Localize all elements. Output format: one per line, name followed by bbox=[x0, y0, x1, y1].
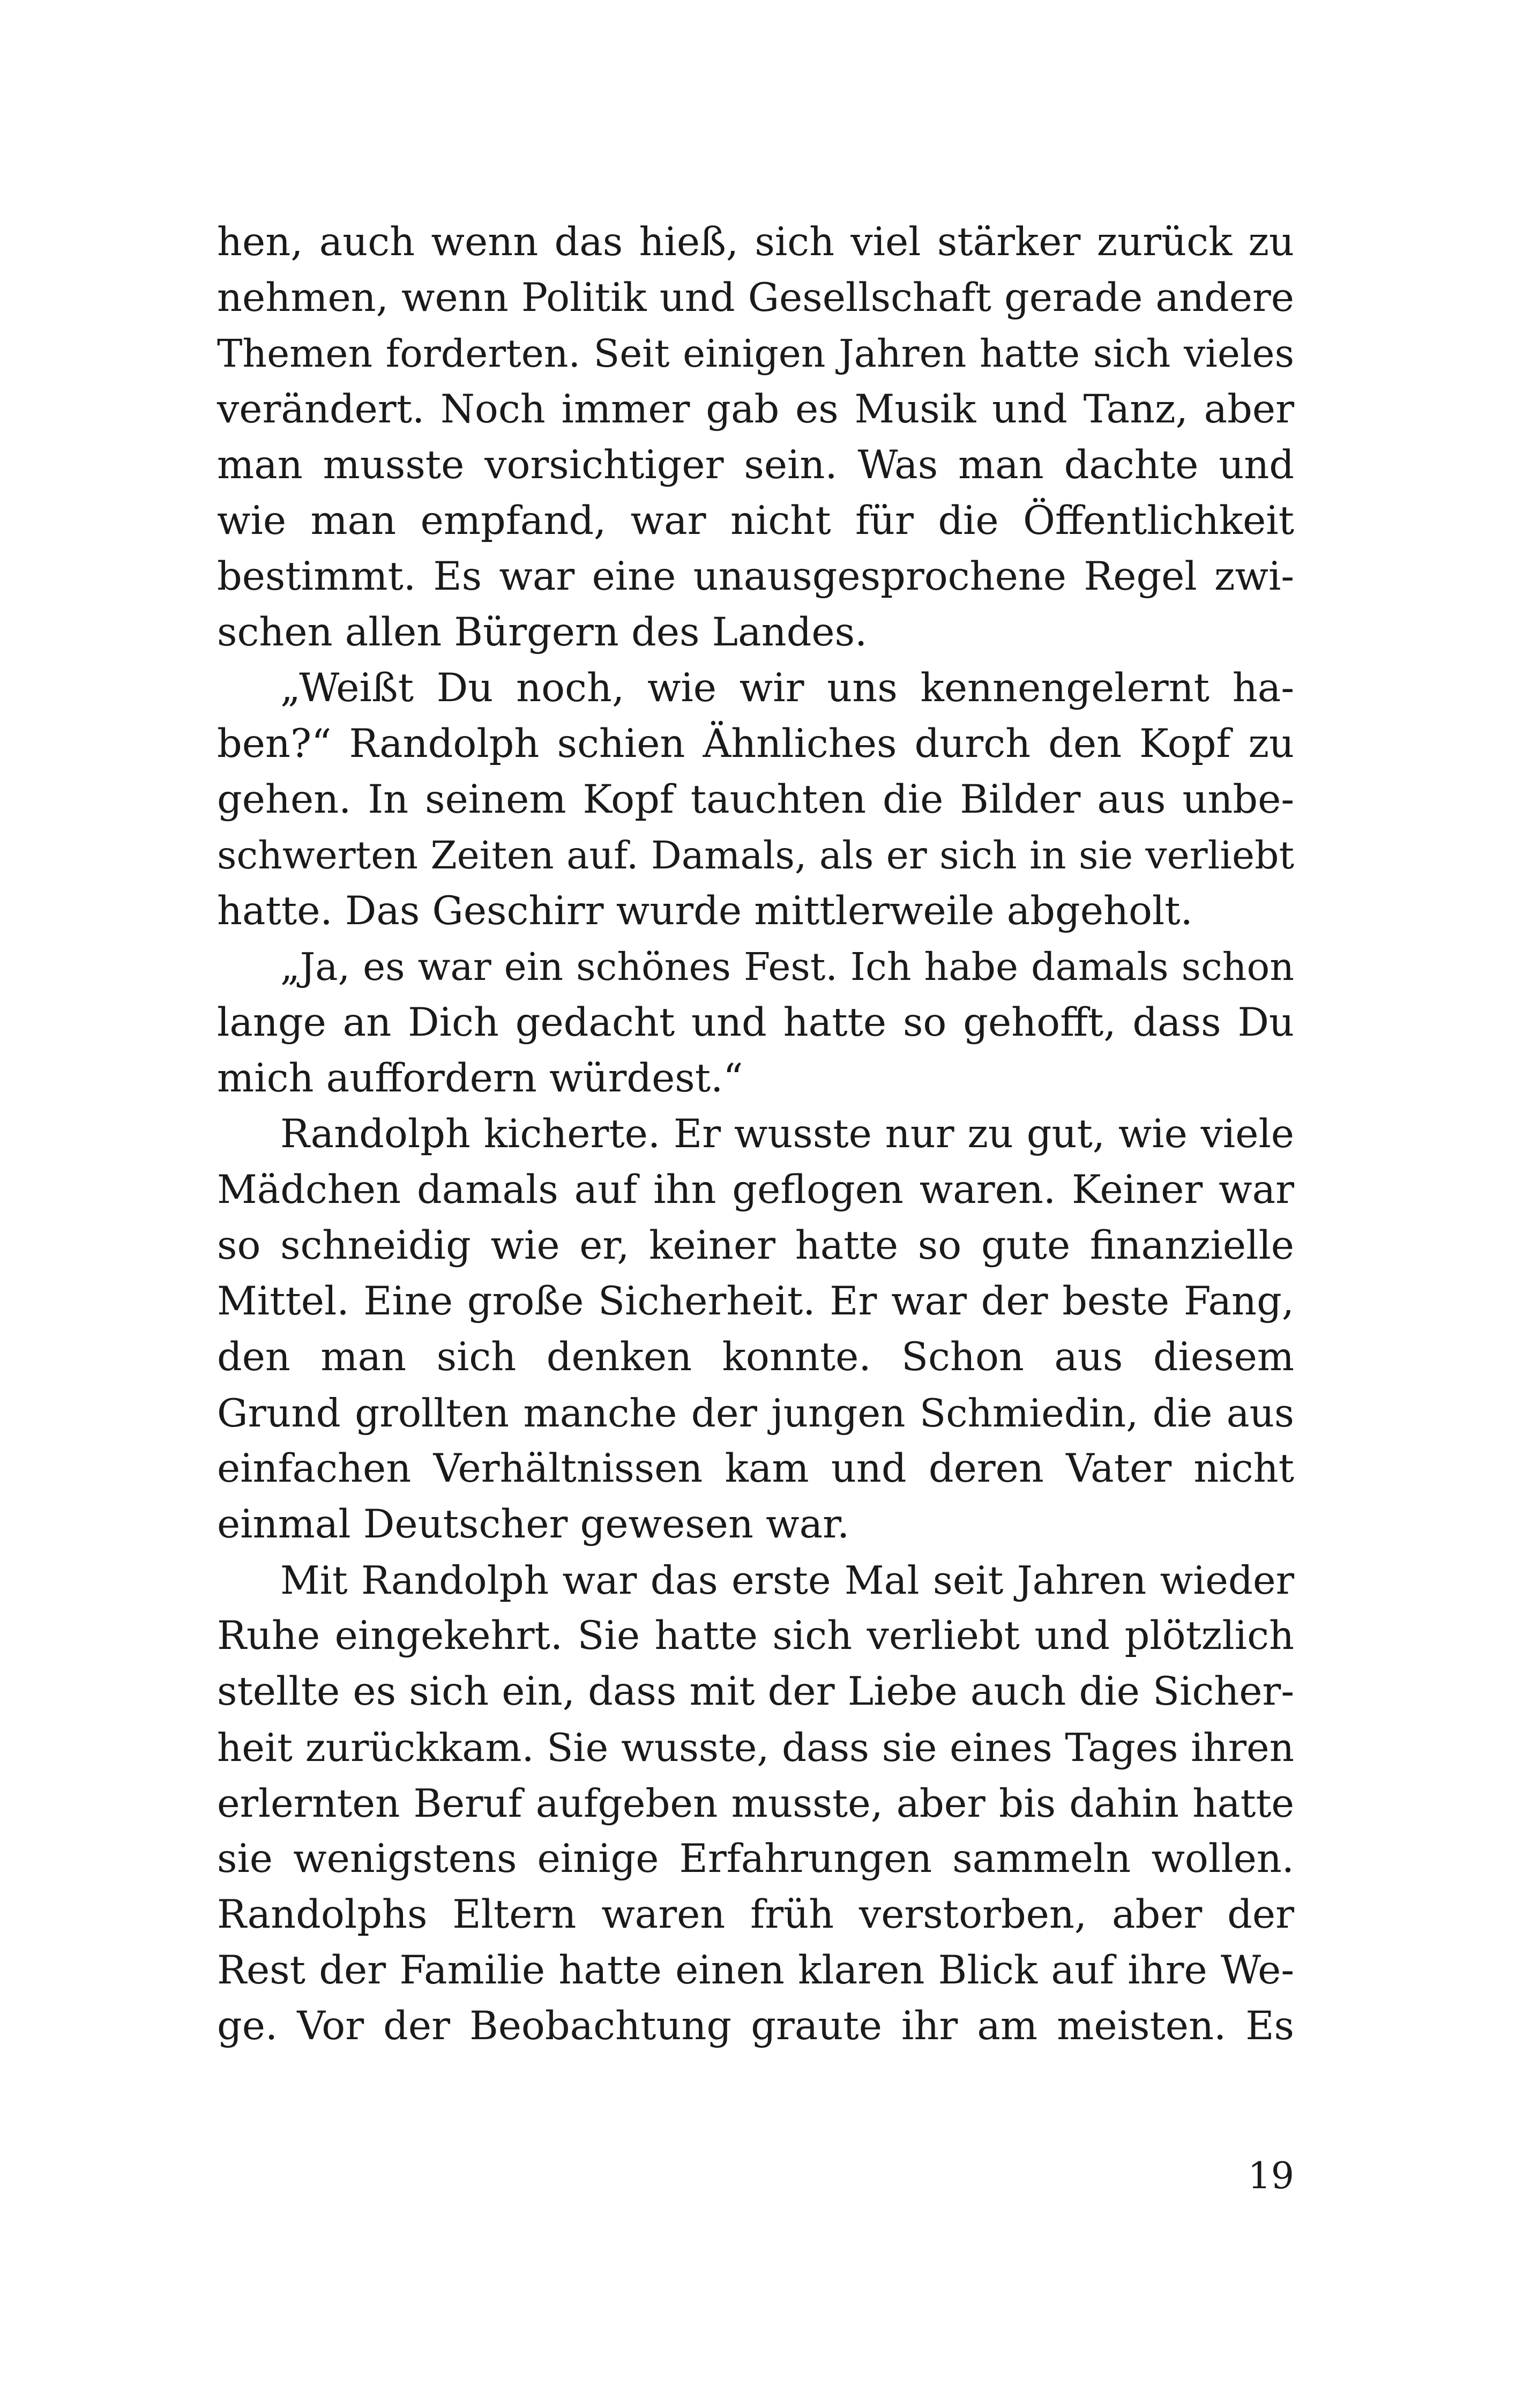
text-line: Randolphs Eltern waren früh verstorben, aber der bbox=[217, 1892, 1294, 1937]
text-line: bestimmt. Es war eine unausgesprochene Regel zwi- bbox=[217, 554, 1294, 599]
text-line: nehmen, wenn Politik und Gesellschaft gerade andere bbox=[217, 275, 1294, 321]
text-line: verändert. Noch immer gab es Musik und Tanz, aber bbox=[217, 387, 1294, 432]
page-number: 19 bbox=[1248, 2155, 1294, 2197]
text-line: Grund grollten manche der jungen Schmiedin, die aus bbox=[217, 1391, 1294, 1436]
text-line: ge. Vor der Beobachtung graute ihr am meisten. Es bbox=[217, 2003, 1294, 2049]
text-line: gehen. In seinem Kopf tauchten die Bilder aus unbe- bbox=[217, 777, 1294, 822]
text-line: erlernten Beruf aufgeben musste, aber bis dahin hatte bbox=[217, 1781, 1294, 1826]
text-line: Rest der Familie hatte einen klaren Blick auf ihre We- bbox=[217, 1948, 1294, 1993]
text-line: sie wenigstens einige Erfahrungen sammeln wollen. bbox=[217, 1836, 1294, 1882]
body-text bbox=[217, 214, 1294, 2054]
text-line: „Ja, es war ein schönes Fest. Ich habe damals schon bbox=[280, 945, 1294, 989]
text-line: man musste vorsichtiger sein. Was man dachte und bbox=[217, 442, 1294, 488]
text-line: Mit Randolph war das erste Mal seit Jahren wieder bbox=[280, 1558, 1294, 1603]
text-line: Mittel. Eine große Sicherheit. Er war der beste Fang, bbox=[217, 1279, 1294, 1324]
text-line: den man sich denken konnte. Schon aus diesem bbox=[217, 1334, 1294, 1380]
text-line: stellte es sich ein, dass mit der Liebe auch die Sicher- bbox=[217, 1669, 1294, 1714]
text-line: Ruhe eingekehrt. Sie hatte sich verliebt und plötzlich bbox=[217, 1613, 1294, 1659]
text-line: so schneidig wie er, keiner hatte so gute finanzielle bbox=[217, 1223, 1294, 1268]
text-line: heit zurückkam. Sie wusste, dass sie eines Tages ihren bbox=[217, 1725, 1294, 1770]
text-line: einmal Deutscher gewesen war. bbox=[217, 1502, 850, 1547]
text-line: schwerten Zeiten auf. Damals, als er sich in sie verliebt bbox=[217, 833, 1294, 878]
text-line: lange an Dich gedacht und hatte so gehofft, dass Du bbox=[217, 1000, 1294, 1045]
text-line: ben?“ Randolph schien Ähnliches durch den Kopf zu bbox=[217, 721, 1294, 767]
text-line: hen, auch wenn das hieß, sich viel stärker zurück zu bbox=[217, 219, 1294, 265]
text-line: schen allen Bürgern des Landes. bbox=[217, 610, 868, 655]
text-line: Randolph kicherte. Er wusste nur zu gut, wie viele bbox=[280, 1111, 1294, 1157]
text-line: mich auffordern würdest.“ bbox=[217, 1056, 743, 1101]
text-line: hatte. Das Geschirr wurde mittlerweile abgeholt. bbox=[217, 888, 1193, 934]
text-line: wie man empfand, war nicht für die Öffentlichkeit bbox=[217, 498, 1294, 544]
text-line: Themen forderten. Seit einigen Jahren hatte sich vieles bbox=[217, 331, 1294, 376]
text-line: einfachen Verhältnissen kam und deren Vater nicht bbox=[217, 1446, 1294, 1491]
text-line: Mädchen damals auf ihn geflogen waren. Keiner war bbox=[217, 1167, 1294, 1213]
text-line: „Weißt Du noch, wie wir uns kennengelernt ha- bbox=[280, 665, 1294, 711]
